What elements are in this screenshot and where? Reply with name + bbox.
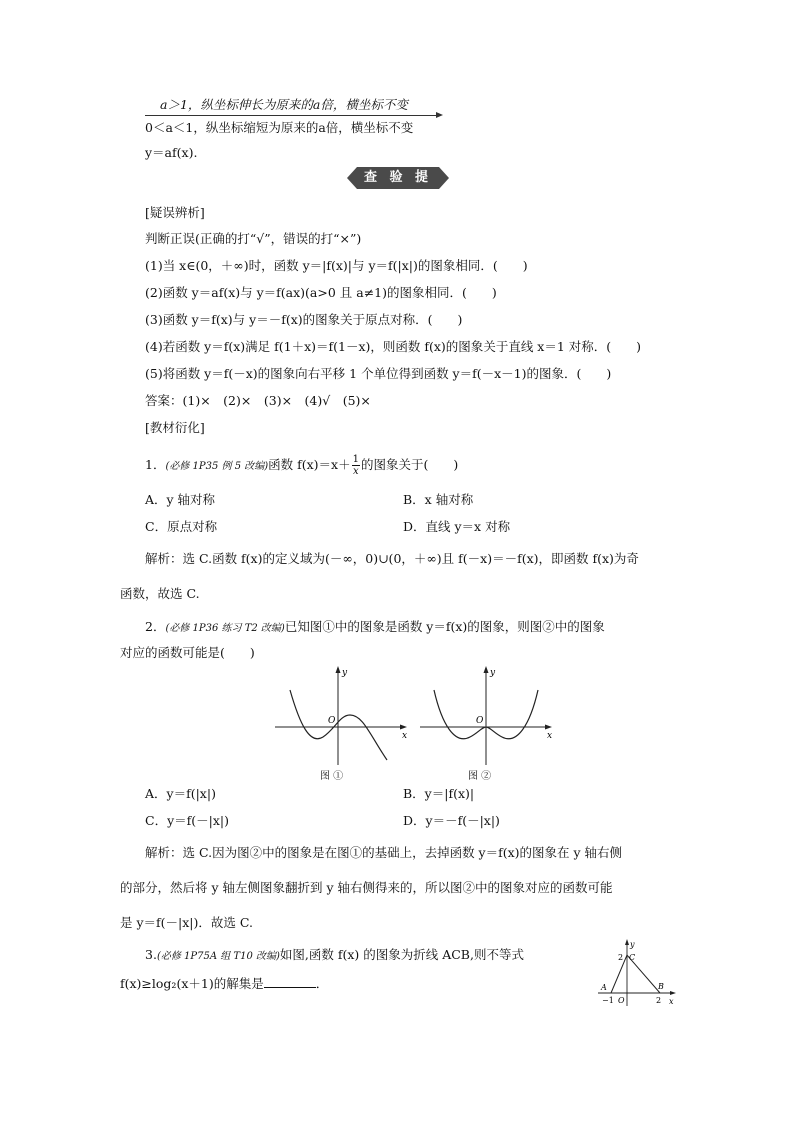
fig1-origin: O	[328, 716, 336, 726]
fig2-x-arrow-icon	[545, 725, 552, 730]
q2-stem-text: 已知图①中的图象是函数 y＝f(x)的图象，则图②中的图象	[284, 619, 605, 634]
q3-stem-2a: f(x)≥log₂(x＋1)的解集是	[120, 976, 264, 991]
error-item-1: (1)当 x∈(0，＋∞)时，函数 y＝|f(x)|与 y＝f(|x|)的图象相同．( )	[145, 258, 528, 273]
q1-fraction	[352, 454, 360, 477]
q1-option-a: A．y 轴对称	[145, 492, 216, 507]
errors-answer: 答案：(1)× (2)× (3)× (4)√ (5)×	[145, 393, 371, 408]
fig2-origin: O	[476, 716, 484, 726]
q1-stem-b: 的图象关于( )	[360, 457, 459, 472]
q2-figure-1	[275, 665, 415, 765]
q3-stem-2b: ．	[315, 976, 329, 991]
error-item-3: (3)函数 y＝f(x)与 y＝－f(x)的图象关于原点对称．( )	[145, 312, 463, 327]
q2-option-b: B．y＝|f(x)|	[403, 786, 475, 801]
q1-fraction-den: x	[352, 466, 359, 477]
q3-figure	[596, 938, 680, 1008]
case-label-lower: 0＜a＜1，纵坐标缩短为原来的a倍，横坐标不变	[145, 120, 414, 135]
arrow-head-icon	[436, 112, 443, 118]
fig3-neg-one: −1	[602, 996, 614, 1005]
fig3-x-arrow-icon	[670, 991, 676, 995]
fig1-y-label: y	[342, 668, 348, 678]
q3-stem-text: 如图,函数 f(x) 的图象为折线 ACB,则不等式	[279, 947, 524, 962]
q1-option-b: B．x 轴对称	[403, 492, 474, 507]
q2-analysis-3: 是 y＝f(－|x|)．故选 C.	[120, 915, 253, 930]
fig1-y-arrow-icon	[336, 666, 341, 673]
error-item-5: (5)将函数 y＝f(－x)的图象向右平移 1 个单位得到函数 y＝f(－x－1)的图象．( )	[145, 366, 612, 381]
q2-source: (必修 1P36 练习 T2 改编)	[165, 623, 285, 634]
q2-fig1-caption: 图 ①	[320, 771, 344, 782]
q1-analysis-1: 解析：选 C.函数 f(x)的定义域为(－∞，0)∪(0，＋∞)且 f(－x)＝－f(x)，即函数 f(x)为奇	[145, 551, 639, 566]
q2-figure-2	[420, 665, 560, 765]
q1-analysis-2: 函数，故选 C.	[120, 586, 200, 601]
banner-right-chevron-icon	[439, 167, 451, 189]
case-label-upper: a＞1，纵坐标伸长为原来的a倍，横坐标不变	[160, 97, 408, 112]
fig3-origin: O	[618, 996, 625, 1005]
fig3-c-label: C	[629, 953, 636, 962]
q3-number: 3.	[145, 947, 157, 962]
q2-fig2-caption: 图 ②	[468, 771, 492, 782]
errors-instruction: 判断正误(正确的打“√”，错误的打“×”)	[145, 231, 362, 246]
fig3-b-label: B	[658, 982, 664, 991]
fig1-x-label: x	[402, 731, 408, 741]
fig3-y-arrow-icon	[625, 939, 629, 945]
q2-stem-2: 对应的函数可能是( )	[120, 645, 255, 660]
error-item-4: (4)若函数 y＝f(x)满足 f(1＋x)＝f(1－x)，则函数 f(x)的图象关于直线 x＝1 对称．( )	[145, 339, 642, 354]
q1-fraction-num: 1	[352, 454, 359, 465]
fig1-x-arrow-icon	[400, 725, 407, 730]
fig2-y-arrow-icon	[484, 666, 489, 673]
result-formula: y＝af(x).	[145, 145, 198, 160]
q1-option-c: C．原点对称	[145, 519, 218, 534]
q1-stem-a: 函数 f(x)＝x＋	[268, 457, 351, 472]
section-banner: 查 验 提 升	[357, 167, 439, 189]
q2-stem-1	[145, 617, 605, 635]
error-item-2: (2)函数 y＝af(x)与 y＝f(ax)(a>0 且 a≠1)的图象相同．( )	[145, 285, 497, 300]
fig3-a-label: A	[601, 983, 607, 992]
q3-answer-blank	[264, 977, 316, 988]
q3-stem-2	[120, 974, 328, 992]
q2-number: 2．	[145, 619, 166, 634]
textbook-heading: [教材衍化]	[145, 420, 205, 435]
q2-option-c: C．y＝f(－|x|)	[145, 813, 229, 828]
q2-analysis-2: 的部分，然后将 y 轴左侧图象翻折到 y 轴右侧得来的，所以图②中的图象对应的函数可能	[120, 880, 613, 895]
q2-option-a: A．y＝f(|x|)	[145, 786, 216, 801]
fig2-y-label: y	[490, 668, 496, 678]
q1-option-d: D．直线 y＝x 对称	[403, 519, 511, 534]
fig3-two-x: 2	[656, 996, 662, 1005]
q2-analysis-1: 解析：选 C.因为图②中的图象是在图①的基础上，去掉函数 y＝f(x)的图象在 y 轴右侧	[145, 845, 623, 860]
fig3-y-label: y	[630, 940, 635, 949]
q1-source: (必修 1P35 例 5 改编)	[165, 461, 269, 472]
q1-number: 1．	[145, 457, 166, 472]
q2-option-d: D．y＝－f(－|x|)	[403, 813, 500, 828]
q1-stem	[145, 454, 458, 477]
errors-heading: [疑误辨析]	[145, 205, 205, 220]
fig3-x-label: x	[669, 997, 674, 1006]
arrow-line	[145, 115, 437, 116]
q3-stem-1	[145, 945, 524, 963]
fig2-x-label: x	[547, 731, 553, 741]
q3-source: (必修 1P75A 组 T10 改编)	[156, 951, 280, 962]
fig3-two-y: 2	[618, 953, 624, 962]
banner-left-chevron-icon	[345, 167, 357, 189]
